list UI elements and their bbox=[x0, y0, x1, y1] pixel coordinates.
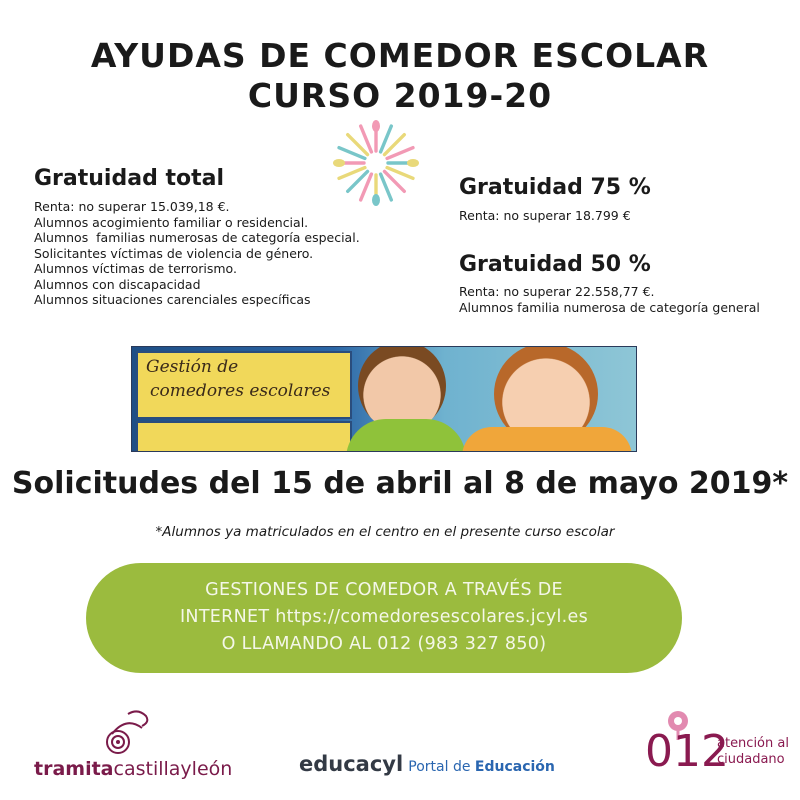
tramita-bold: tramita bbox=[34, 758, 114, 780]
list-item: Alumnos acogimiento familiar o residencial. bbox=[34, 214, 309, 230]
list-item: Alumnos familia numerosa de categoría general bbox=[459, 299, 760, 315]
gratuidad-50-heading: Gratuidad 50 % bbox=[459, 252, 651, 277]
list-item: Alumnos familias numerosas de categoría especial. bbox=[34, 230, 360, 245]
tramita-rest: castillayleón bbox=[113, 758, 233, 780]
tramita-logo[interactable] bbox=[34, 758, 232, 780]
list-item: Solicitantes víctimas de violencia de género. bbox=[34, 245, 314, 261]
educacyl-name: educacyl bbox=[299, 752, 404, 776]
title-line-1: AYUDAS DE COMEDOR ESCOLAR bbox=[90, 36, 710, 75]
list-item: Renta: no superar 15.039,18 €. bbox=[34, 199, 230, 214]
gratuidad-50-list bbox=[459, 284, 760, 315]
footnote: *Alumnos ya matriculados en el centro en el presente curso escolar bbox=[155, 524, 615, 540]
title-line-2: CURSO 2019-20 bbox=[247, 76, 553, 115]
gestiones-pill bbox=[86, 563, 682, 673]
tramita-logo-icon bbox=[98, 708, 154, 758]
gestiones-line-3: O LLAMANDO AL 012 (983 327 850) bbox=[221, 634, 547, 654]
banner-text bbox=[146, 355, 352, 403]
page-title bbox=[0, 36, 800, 116]
gestiones-line-2[interactable]: INTERNET https://comedoresescolares.jcyl.es bbox=[179, 607, 589, 627]
list-item: Renta: no superar 18.799 € bbox=[459, 208, 631, 223]
list-item: Alumnos situaciones carenciales específicas bbox=[34, 292, 311, 307]
solicitudes-headline: Solicitudes del 15 de abril al 8 de mayo 2019* bbox=[11, 466, 789, 501]
gratuidad-75-list bbox=[459, 208, 631, 224]
atencion-text: atención al ciudadano bbox=[717, 736, 789, 767]
atencion-012-logo[interactable] bbox=[645, 712, 795, 792]
comedores-banner-image bbox=[131, 346, 637, 452]
list-item: Alumnos víctimas de terrorismo. bbox=[34, 261, 237, 276]
list-item: Alumnos con discapacidad bbox=[34, 276, 201, 292]
cutlery-sunburst-icon bbox=[333, 120, 419, 206]
gestiones-line-1: GESTIONES DE COMEDOR A TRAVÉS DE bbox=[205, 580, 563, 600]
educacyl-logo[interactable] bbox=[299, 752, 555, 776]
banner-line-2: comedores escolares bbox=[150, 381, 331, 401]
portal-label: Portal de Educación bbox=[408, 759, 555, 775]
number-012: 012 bbox=[645, 726, 729, 777]
list-item: Renta: no superar 22.558,77 €. bbox=[459, 284, 655, 299]
gratuidad-total-list bbox=[34, 199, 360, 308]
gratuidad-total-heading: Gratuidad total bbox=[34, 166, 225, 191]
gratuidad-75-heading: Gratuidad 75 % bbox=[459, 175, 651, 200]
banner-line-1: Gestión de bbox=[146, 357, 239, 377]
